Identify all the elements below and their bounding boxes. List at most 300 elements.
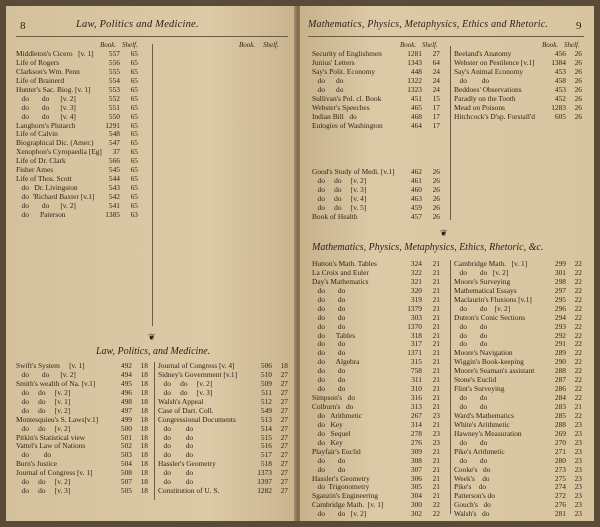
entry-title: Beeland's Anatomy xyxy=(454,49,512,58)
entry-book-number: 508 xyxy=(120,468,132,478)
entry-shelf-number: 27 xyxy=(432,49,440,58)
entry-book-number: 516 xyxy=(260,441,272,451)
entry-title: do do xyxy=(312,339,346,349)
entry-shelf-number: 26 xyxy=(574,57,582,67)
entry-book-number: 552 xyxy=(108,93,120,103)
ornament-right: ❦ xyxy=(440,228,448,238)
entry-title: Say's Animal Economy xyxy=(454,66,524,76)
page-number-right: 9 xyxy=(576,20,582,32)
entry-title: Cooke's do xyxy=(454,464,491,474)
entry-title: do do xyxy=(312,285,346,295)
entry-book-number: 605 xyxy=(554,111,566,121)
entry-book-number: 457 xyxy=(410,211,422,221)
entry-book-number: 515 xyxy=(260,432,272,442)
entry-book-number: 316 xyxy=(410,393,422,403)
entry-title: do do xyxy=(312,366,346,376)
entry-book-number: 506 xyxy=(260,361,272,370)
entry-shelf-number: 65 xyxy=(130,66,138,76)
entry-title: do Sequel xyxy=(312,428,351,438)
entry-shelf-number: 21 xyxy=(432,294,440,304)
entry-shelf-number: 22 xyxy=(574,259,582,268)
entry-shelf-number: 22 xyxy=(574,285,582,295)
entry-title: Book of Health xyxy=(312,211,358,221)
entry-shelf-number: 18 xyxy=(140,361,148,370)
entry-title: do do xyxy=(312,464,346,474)
entry-title: do Dr. Livingston xyxy=(16,183,78,193)
entry-shelf-number: 23 xyxy=(574,464,582,474)
entry-shelf-number: 21 xyxy=(432,259,440,268)
entry-book-number: 507 xyxy=(120,477,132,487)
entry-shelf-number: 65 xyxy=(130,111,138,121)
column-divider-right-bottom xyxy=(450,260,451,514)
entry-shelf-number: 65 xyxy=(130,147,138,157)
entry-book-number: 271 xyxy=(554,446,566,456)
entry-title: do 'Richard Baxter [v.1] xyxy=(16,192,95,201)
entry-shelf-number: 24 xyxy=(432,66,440,76)
entry-shelf-number: 22 xyxy=(574,348,582,358)
entry-book-number: 498 xyxy=(120,396,132,406)
entry-book-number: 304 xyxy=(410,491,422,501)
entry-shelf-number: 26 xyxy=(574,111,582,121)
entry-shelf-number: 21 xyxy=(432,339,440,349)
entry-shelf-number: 23 xyxy=(432,410,440,420)
entry-shelf-number: 65 xyxy=(130,57,138,67)
entry-book-number: 555 xyxy=(108,66,120,76)
entry-title: Day's Mathematics xyxy=(312,276,369,286)
entry-book-number: 495 xyxy=(120,378,132,388)
entry-book-number: 465 xyxy=(410,102,422,112)
entry-title: Hutton's Math. Tables xyxy=(312,259,377,268)
entry-title: do do [v. 2] xyxy=(312,175,367,185)
entry-book-number: 289 xyxy=(554,348,566,358)
entry-shelf-number: 27 xyxy=(280,423,288,433)
entry-book-number: 288 xyxy=(554,419,566,429)
entry-title: Colburn's do xyxy=(312,402,354,411)
entry-shelf-number: 21 xyxy=(432,402,440,411)
left-page xyxy=(6,6,296,521)
entry-book-number: 283 xyxy=(554,402,566,411)
entry-title: Patterson's do xyxy=(454,491,495,501)
entry-book-number: 461 xyxy=(410,175,422,185)
entry-book-number: 306 xyxy=(410,473,422,483)
entry-book-number: 308 xyxy=(410,455,422,465)
entry-title: Hassler's Geometry xyxy=(158,459,216,469)
entry-shelf-number: 21 xyxy=(432,393,440,403)
entry-shelf-number: 23 xyxy=(574,428,582,438)
entry-book-number: 547 xyxy=(108,138,120,148)
entry-title: do Key xyxy=(312,437,343,447)
entry-title: Dutton's Conic Sections xyxy=(454,312,526,322)
entry-shelf-number: 65 xyxy=(130,200,138,210)
entry-shelf-number: 21 xyxy=(432,464,440,474)
entry-book-number: 758 xyxy=(410,366,422,376)
entry-shelf-number: 21 xyxy=(432,375,440,385)
entry-title: Beddoes' Observations xyxy=(454,84,522,94)
entry-title: Ward's Mathematics xyxy=(454,410,515,420)
entry-shelf-number: 22 xyxy=(574,303,582,313)
col2-header-book: Book. xyxy=(239,41,256,49)
catalogue-entry xyxy=(454,113,586,122)
entry-title: do do xyxy=(158,450,194,460)
entry-book-number: 501 xyxy=(120,432,132,442)
entry-shelf-number: 17 xyxy=(432,111,440,121)
entry-title: do do [v. 3] xyxy=(16,102,76,112)
entry-title: Life of Thos. Scott xyxy=(16,174,72,184)
entry-book-number: 460 xyxy=(410,184,422,194)
entry-shelf-number: 24 xyxy=(432,75,440,85)
entry-title: do do xyxy=(454,330,488,340)
entry-title: Simpson's do xyxy=(312,393,356,403)
entry-title: Cambridge Math. [v. 1] xyxy=(312,500,384,510)
entry-book-number: 518 xyxy=(260,459,272,469)
entry-shelf-number: 23 xyxy=(574,482,582,492)
entry-shelf-number: 27 xyxy=(280,369,288,379)
entry-title: Indian Bill do xyxy=(312,111,357,121)
entry-book-number: 1323 xyxy=(407,84,422,94)
right-top-col2 xyxy=(454,50,586,122)
entry-book-number: 310 xyxy=(410,384,422,394)
entry-title: do do [v. 2] xyxy=(16,477,71,487)
entry-book-number: 313 xyxy=(410,402,422,411)
head-rule-right xyxy=(308,36,584,37)
entry-shelf-number: 23 xyxy=(432,437,440,447)
entry-title: do do xyxy=(454,339,488,349)
entry-book-number: 499 xyxy=(120,414,132,424)
entry-book-number: 301 xyxy=(554,267,566,277)
entry-book-number: 505 xyxy=(120,486,132,496)
entry-shelf-number: 18 xyxy=(140,378,148,388)
entry-title: Xenophon's Cyropaedia [Eg] xyxy=(16,147,102,157)
entry-shelf-number: 23 xyxy=(574,419,582,429)
entry-title: Moore's Seaman's assistant xyxy=(454,366,535,376)
entry-title: Playfair's Euclid xyxy=(312,446,361,456)
entry-title: Sullivan's Pol. cl. Book xyxy=(312,93,382,103)
entry-book-number: 288 xyxy=(554,366,566,376)
entry-title: do do xyxy=(312,75,344,85)
entry-title: Security of Englishmen xyxy=(312,49,382,58)
entry-book-number: 511 xyxy=(261,387,272,397)
entry-title: do do [v. 3] xyxy=(158,387,213,397)
entry-title: Langhorn's Plutarch xyxy=(16,120,76,130)
entry-book-number: 492 xyxy=(120,361,132,370)
entry-book-number: 553 xyxy=(108,84,120,94)
entry-title: do do xyxy=(158,441,194,451)
entry-title: do do xyxy=(454,437,488,447)
entry-shelf-number: 22 xyxy=(574,384,582,394)
entry-title: do do xyxy=(158,423,194,433)
entry-book-number: 456 xyxy=(554,49,566,58)
entry-title: Paradly on the Tooth xyxy=(454,93,516,103)
entry-book-number: 1384 xyxy=(551,57,566,67)
entry-title: Hawney's Measuration xyxy=(454,428,522,438)
col-header-shelf-right: Shelf. xyxy=(422,41,438,49)
entry-title: do Trigonometry xyxy=(312,482,370,492)
entry-title: Gouch's do xyxy=(454,500,491,510)
entry-book-number: 307 xyxy=(410,464,422,474)
entry-book-number: 285 xyxy=(554,410,566,420)
entry-book-number: 517 xyxy=(260,450,272,460)
entry-shelf-number: 23 xyxy=(432,428,440,438)
entry-book-number: 281 xyxy=(554,509,566,519)
entry-book-number: 544 xyxy=(108,174,120,184)
entry-book-number: 462 xyxy=(410,167,422,176)
entry-title: do do xyxy=(312,294,346,304)
catalogue-entry xyxy=(16,211,148,220)
entry-title: Burn's Justice xyxy=(16,459,57,469)
entry-shelf-number: 65 xyxy=(130,174,138,184)
entry-title: do do xyxy=(312,384,346,394)
entry-title: Moore's Navigation xyxy=(454,348,513,358)
entry-title: Life of Calvin xyxy=(16,129,58,139)
entry-shelf-number: 22 xyxy=(574,375,582,385)
entry-book-number: 311 xyxy=(411,375,422,385)
entry-book-number: 512 xyxy=(260,396,272,406)
entry-shelf-number: 26 xyxy=(574,66,582,76)
entry-shelf-number: 26 xyxy=(574,93,582,103)
entry-title: Journal of Congress [v. 1] xyxy=(16,468,93,478)
entry-title: do do [v. 3] xyxy=(16,486,71,496)
section-head-left: Law, Politics, and Medicine. xyxy=(96,346,211,357)
entry-book-number: 1343 xyxy=(407,57,422,67)
entry-shelf-number: 21 xyxy=(432,321,440,331)
entry-shelf-number: 17 xyxy=(432,102,440,112)
entry-book-number: 514 xyxy=(260,423,272,433)
entry-title: Swift's System [v. 1] xyxy=(16,361,85,370)
entry-book-number: 1283 xyxy=(551,102,566,112)
entry-book-number: 302 xyxy=(410,509,422,519)
entry-shelf-number: 22 xyxy=(574,330,582,340)
entry-book-number: 1373 xyxy=(257,468,272,478)
entry-shelf-number: 18 xyxy=(140,459,148,469)
entry-title: do Algebra xyxy=(312,357,360,367)
entry-shelf-number: 26 xyxy=(432,202,440,212)
entry-shelf-number: 23 xyxy=(574,473,582,483)
entry-book-number: 1385 xyxy=(105,209,120,219)
entry-book-number: 284 xyxy=(554,393,566,403)
entry-book-number: 274 xyxy=(554,482,566,492)
entry-book-number: 543 xyxy=(108,183,120,193)
entry-book-number: 275 xyxy=(554,473,566,483)
entry-title: do do xyxy=(454,402,488,411)
entry-title: Middleton's Cicero [v. 1] xyxy=(16,49,94,58)
entry-shelf-number: 21 xyxy=(432,473,440,483)
entry-shelf-number: 18 xyxy=(140,405,148,415)
entry-shelf-number: 26 xyxy=(432,175,440,185)
entry-title: do do [v. 2] xyxy=(158,378,213,388)
entry-shelf-number: 21 xyxy=(574,402,582,411)
entry-book-number: 554 xyxy=(108,75,120,85)
head-rule-left xyxy=(16,36,288,37)
entry-shelf-number: 17 xyxy=(432,120,440,130)
entry-book-number: 270 xyxy=(554,437,566,447)
entry-shelf-number: 65 xyxy=(130,49,138,58)
entry-book-number: 463 xyxy=(410,193,422,203)
entry-shelf-number: 65 xyxy=(130,192,138,201)
entry-title: Cambridge Math. [v. 1] xyxy=(454,259,528,268)
entry-title: Sganzin's Engineering xyxy=(312,491,378,501)
entry-book-number: 541 xyxy=(108,200,120,210)
entry-shelf-number: 26 xyxy=(574,84,582,94)
entry-book-number: 566 xyxy=(108,156,120,166)
entry-shelf-number: 22 xyxy=(432,500,440,510)
catalogue-entry xyxy=(312,213,446,222)
entry-title: Junius' Letters xyxy=(312,57,355,67)
entry-title: Webster on Pestilence [v.1] xyxy=(454,57,535,67)
entry-book-number: 299 xyxy=(554,259,566,268)
running-head-right: Mathematics, Physics, Metaphysics, Ethics and Rhetoric. xyxy=(308,19,549,30)
entry-title: Journal of Congress [v. 4] xyxy=(158,361,235,370)
entry-title: Life of Dr. Clark xyxy=(16,156,66,166)
entry-book-number: 292 xyxy=(554,330,566,340)
entry-shelf-number: 21 xyxy=(432,303,440,313)
column-divider-right xyxy=(450,46,451,220)
entry-title: do do [v. 2] xyxy=(454,303,511,313)
entry-title: do do xyxy=(158,468,194,478)
entry-title: Flint's Surveying xyxy=(454,384,505,394)
entry-book-number: 1291 xyxy=(105,120,120,130)
entry-shelf-number: 22 xyxy=(574,321,582,331)
entry-book-number: 303 xyxy=(410,312,422,322)
column-divider-left xyxy=(152,44,153,326)
entry-title: do do xyxy=(312,455,346,465)
entry-shelf-number: 23 xyxy=(574,491,582,501)
entry-book-number: 464 xyxy=(410,120,422,130)
entry-shelf-number: 21 xyxy=(432,455,440,465)
entry-title: do do xyxy=(312,321,346,331)
entry-book-number: 309 xyxy=(410,446,422,456)
entry-shelf-number: 21 xyxy=(432,312,440,322)
entry-book-number: 319 xyxy=(410,294,422,304)
left-bottom-col2 xyxy=(158,362,290,496)
entry-shelf-number: 26 xyxy=(432,193,440,203)
entry-shelf-number: 26 xyxy=(574,49,582,58)
entry-book-number: 551 xyxy=(108,102,120,112)
right-page xyxy=(300,6,594,521)
entry-title: do do xyxy=(158,432,194,442)
entry-shelf-number: 15 xyxy=(432,93,440,103)
entry-title: do do [v. 2] xyxy=(16,200,76,210)
section-head-right: Mathematics, Physics, Metaphysics, Ethics, Rhetoric, &c. xyxy=(312,242,544,253)
entry-shelf-number: 26 xyxy=(432,167,440,176)
entry-book-number: 545 xyxy=(108,165,120,175)
entry-book-number: 305 xyxy=(410,482,422,492)
entry-shelf-number: 22 xyxy=(574,294,582,304)
entry-title: do Key xyxy=(312,419,343,429)
entry-title: do do [v. 1] xyxy=(16,396,71,406)
entry-book-number: 320 xyxy=(410,285,422,295)
entry-book-number: 276 xyxy=(410,437,422,447)
entry-title: do do [v. 2] xyxy=(454,267,509,277)
entry-book-number: 1397 xyxy=(257,477,272,487)
entry-title: Smith's wealth of Na. [v.1] xyxy=(16,378,96,388)
entry-shelf-number: 23 xyxy=(574,455,582,465)
entry-book-number: 1370 xyxy=(407,321,422,331)
entry-shelf-number: 26 xyxy=(432,184,440,194)
entry-book-number: 37 xyxy=(112,147,120,157)
entry-book-number: 451 xyxy=(410,93,422,103)
entry-title: do do xyxy=(312,375,346,385)
entry-title: Mead on Poisons xyxy=(454,102,505,112)
entry-title: Clarkson's Wm. Penn xyxy=(16,66,80,76)
running-head-left: Law, Politics and Medicine. xyxy=(76,19,199,30)
entry-title: do do [v. 4] xyxy=(312,193,367,203)
entry-book-number: 459 xyxy=(410,202,422,212)
entry-shelf-number: 18 xyxy=(140,468,148,478)
entry-book-number: 1379 xyxy=(407,303,422,313)
entry-book-number: 269 xyxy=(554,428,566,438)
entry-title: do Tables xyxy=(312,330,356,340)
entry-shelf-number: 64 xyxy=(432,57,440,67)
entry-title: do do xyxy=(312,312,346,322)
entry-title: Stone's Euclid xyxy=(454,375,497,385)
entry-shelf-number: 22 xyxy=(574,312,582,322)
entry-book-number: 315 xyxy=(410,357,422,367)
entry-shelf-number: 21 xyxy=(432,357,440,367)
entry-shelf-number: 23 xyxy=(574,500,582,510)
entry-title: do do [v. 2] xyxy=(16,369,76,379)
entry-book-number: 468 xyxy=(410,111,422,121)
entry-book-number: 497 xyxy=(120,405,132,415)
entry-shelf-number: 21 xyxy=(432,384,440,394)
entry-title: Wiggin's Book-keeping xyxy=(454,357,524,367)
entry-shelf-number: 26 xyxy=(574,75,582,85)
entry-shelf-number: 18 xyxy=(140,369,148,379)
entry-title: Moore's Surveying xyxy=(454,276,511,286)
entry-shelf-number: 27 xyxy=(280,378,288,388)
entry-book-number: 276 xyxy=(554,500,566,510)
entry-shelf-number: 27 xyxy=(280,432,288,442)
entry-shelf-number: 18 xyxy=(140,432,148,442)
entry-shelf-number: 22 xyxy=(574,339,582,349)
entry-shelf-number: 27 xyxy=(280,450,288,460)
entry-book-number: 273 xyxy=(554,464,566,474)
entry-title: Pitkin's Statistical view xyxy=(16,432,86,442)
entry-book-number: 1282 xyxy=(257,486,272,496)
entry-book-number: 503 xyxy=(120,450,132,460)
col2-header-book-right: Book. xyxy=(542,41,559,49)
entry-title: Fisher Ames xyxy=(16,165,54,175)
entry-book-number: 280 xyxy=(554,455,566,465)
entry-shelf-number: 27 xyxy=(280,459,288,469)
column-divider-left-bottom xyxy=(154,362,155,500)
entry-title: Good's Study of Medi. [v.1] xyxy=(312,167,395,176)
entry-title: Week's do xyxy=(454,473,490,483)
entry-book-number: 287 xyxy=(554,375,566,385)
entry-title: Biographical Dic. (Amer.) xyxy=(16,138,94,148)
col-header-book: Book. xyxy=(100,41,117,49)
entry-title: Say's Polit. Economy xyxy=(312,66,376,76)
entry-book-number: 321 xyxy=(410,276,422,286)
right-top-col1 xyxy=(312,50,446,130)
entry-shelf-number: 18 xyxy=(140,387,148,397)
entry-book-number: 500 xyxy=(120,423,132,433)
entry-shelf-number: 27 xyxy=(280,468,288,478)
entry-shelf-number: 26 xyxy=(574,102,582,112)
entry-book-number: 542 xyxy=(108,192,120,201)
entry-title: Pike's Arithmetic xyxy=(454,446,505,456)
entry-shelf-number: 18 xyxy=(140,441,148,451)
entry-title: Webster's Speeches xyxy=(312,102,370,112)
entry-book-number: 318 xyxy=(410,330,422,340)
entry-title: Vattel's Law of Nations xyxy=(16,441,86,451)
entry-shelf-number: 27 xyxy=(280,387,288,397)
entry-title: Case of Dart. Coll. xyxy=(158,405,214,415)
entry-title: Maclaurin's Fluxions [v.1] xyxy=(454,294,532,304)
entry-book-number: 549 xyxy=(260,405,272,415)
entry-title: do Arithmetic xyxy=(312,410,363,420)
entry-title: Sidney's Government [v.1] xyxy=(158,369,238,379)
entry-book-number: 453 xyxy=(554,84,566,94)
